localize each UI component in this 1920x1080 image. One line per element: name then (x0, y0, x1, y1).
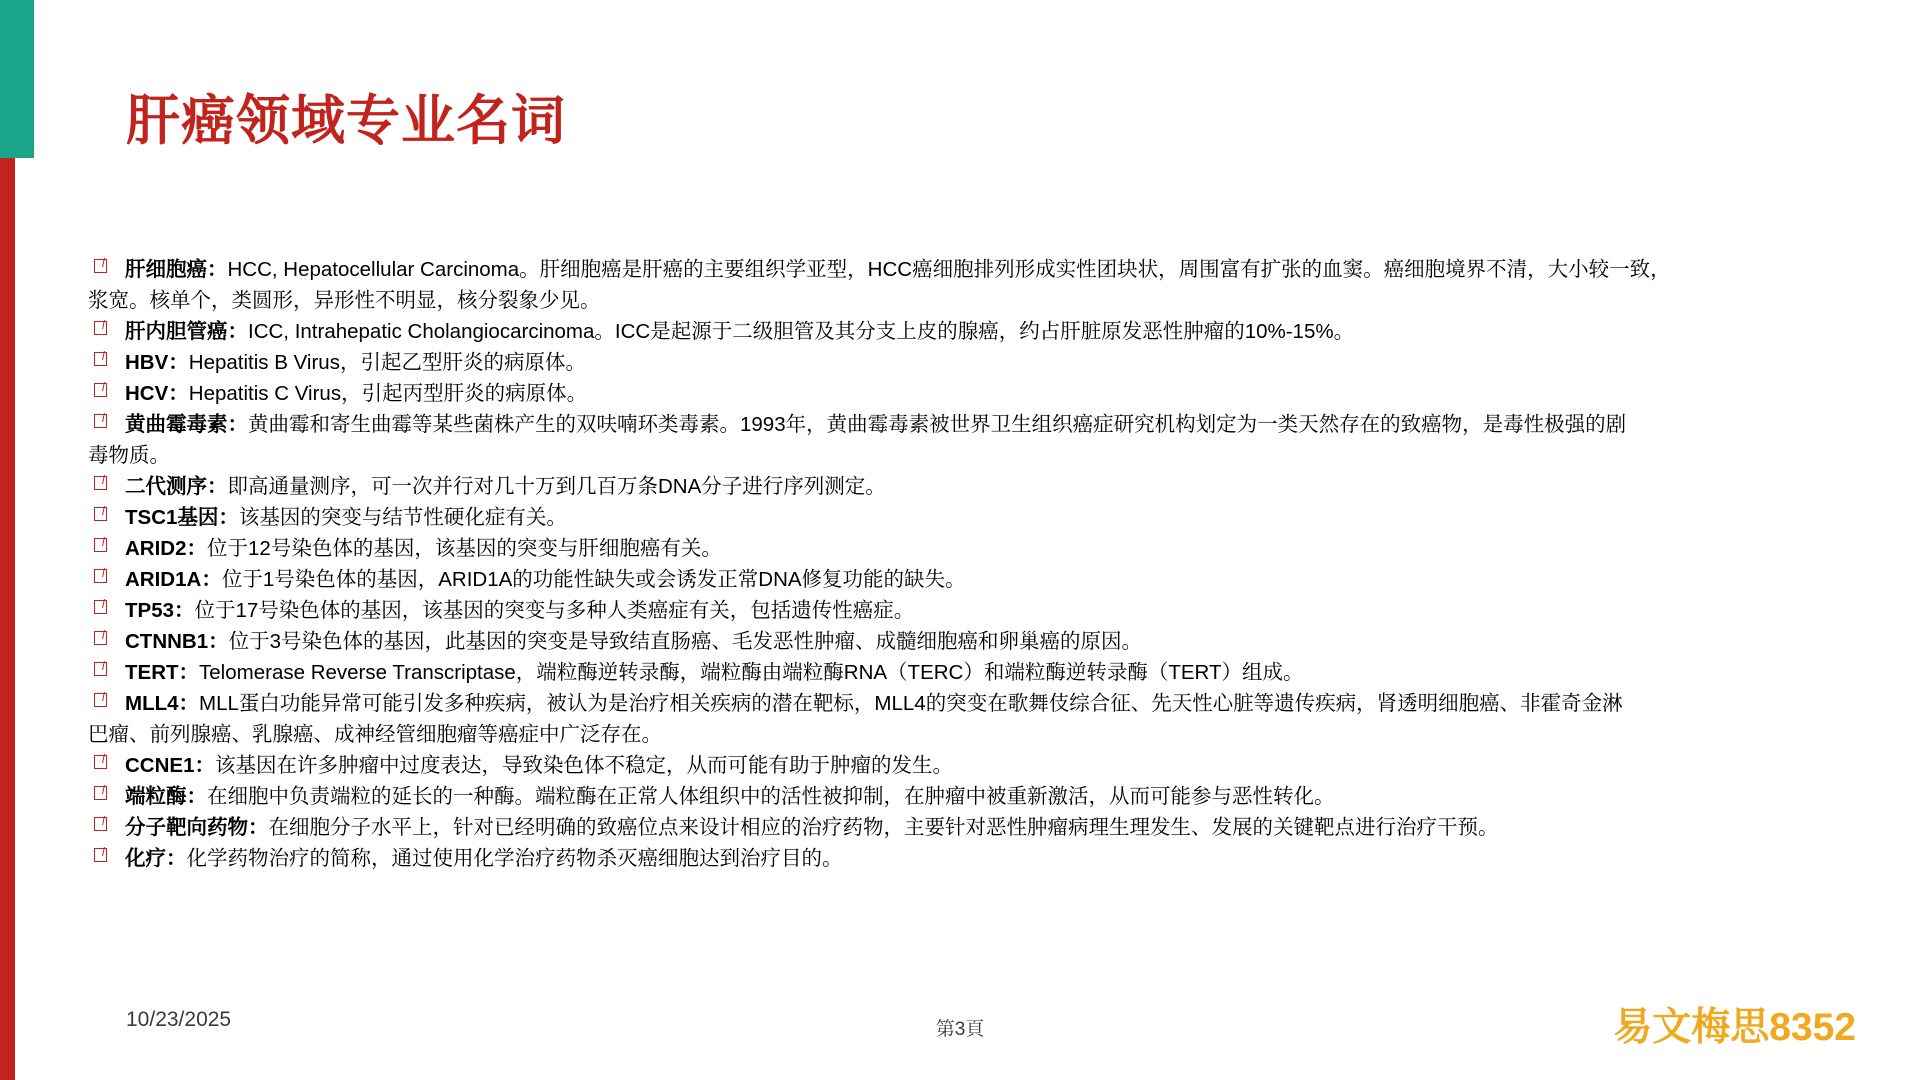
checkbox-bullet-icon (94, 693, 107, 707)
glossary-definition-continuation: 毒物质。 (88, 444, 170, 467)
checkbox-bullet-icon (94, 383, 107, 397)
list-item (88, 255, 1898, 285)
glossary-term: ARID1A： (125, 568, 222, 591)
checkbox-bullet-icon (94, 631, 107, 645)
checkbox-bullet-icon (94, 569, 107, 583)
glossary-term: 二代测序： (125, 475, 228, 498)
glossary-term: TP53： (125, 599, 195, 622)
glossary-definition: Hepatitis C Virus，引起丙型肝炎的病原体。 (188, 382, 588, 405)
checkbox-bullet-icon (94, 414, 107, 428)
list-item (88, 503, 1898, 533)
checkbox-bullet-icon (94, 538, 107, 552)
list-item (88, 627, 1898, 657)
checkbox-bullet-icon (94, 507, 107, 521)
glossary-term: MLL4： (125, 692, 200, 715)
glossary-definition: 在细胞分子水平上，针对已经明确的致癌位点来设计相应的治疗药物，主要针对恶性肿瘤病理生理发生、发展的关键靶点进行治疗干预。 (268, 816, 1499, 839)
list-item (88, 596, 1898, 626)
glossary-list (88, 255, 1898, 875)
checkbox-bullet-icon (94, 476, 107, 490)
glossary-definition: 位于17号染色体的基因，该基因的突变与多种人类癌症有关，包括遗传性癌症。 (194, 599, 915, 622)
glossary-definition: MLL蛋白功能异常可能引发多种疾病，被认为是治疗相关疾病的潜在靶标，MLL4的突变在歌舞伎综合征、先天性心脏等遗传疾病，肾透明细胞癌、非霍奇金淋 (199, 692, 1623, 715)
red-accent-bar (0, 158, 15, 1080)
glossary-definition: Hepatitis B Virus，引起乙型肝炎的病原体。 (188, 351, 586, 374)
glossary-definition: 该基因的突变与结节性硬化症有关。 (238, 506, 567, 529)
glossary-definition: 化学药物治疗的简称，通过使用化学治疗药物杀灭癌细胞达到治疗目的。 (186, 847, 843, 870)
list-item (88, 751, 1898, 781)
glossary-term: HBV： (125, 351, 189, 374)
glossary-definition: 在细胞中负责端粒的延长的一种酶。端粒酶在正常人体组织中的活性被抑制，在肿瘤中被重新激活，从而可能参与恶性转化。 (207, 785, 1335, 808)
list-item (88, 782, 1898, 812)
glossary-definition: 该基因在许多肿瘤中过度表达，导致染色体不稳定，从而可能有助于肿瘤的发生。 (215, 754, 953, 777)
teal-accent-bar (0, 0, 34, 158)
glossary-term: 端粒酶： (125, 785, 207, 808)
glossary-term: CCNE1： (125, 754, 215, 777)
list-item (88, 658, 1898, 688)
list-item (88, 317, 1898, 347)
glossary-definition: HCC, Hepatocellular Carcinoma。肝细胞癌是肝癌的主要组织学亚型，HCC癌细胞排列形成实性团块状，周围富有扩张的血窦。癌细胞境界不清，大小较一致， (227, 258, 1671, 281)
glossary-definition-continuation: 巴瘤、前列腺癌、乳腺癌、成神经管细胞瘤等癌症中广泛存在。 (88, 723, 662, 746)
glossary-term: HCV： (125, 382, 189, 405)
glossary-term: 分子靶向药物： (125, 816, 269, 839)
glossary-term: 黄曲霉毒素： (125, 413, 248, 436)
glossary-definition: Telomerase Reverse Transcriptase，端粒酶逆转录酶，端粒酶由端粒酶RNA（TERC）和端粒酶逆转录酶（TERT）组成。 (199, 661, 1304, 684)
list-item (88, 689, 1898, 719)
watermark-text: 易文梅思8352 (1613, 1006, 1856, 1049)
glossary-definition: 即高通量测序，可一次并行对几十万到几百万条DNA分子进行序列测定。 (227, 475, 886, 498)
glossary-term: TERT： (125, 661, 200, 684)
checkbox-bullet-icon (94, 786, 107, 800)
glossary-term: 肝内胆管癌： (125, 320, 248, 343)
glossary-definition-continuation: 浆宽。核单个，类圆形，异形性不明显，核分裂象少见。 (88, 289, 601, 312)
list-item (88, 348, 1898, 378)
glossary-definition: 位于3号染色体的基因，此基因的突变是导致结直肠癌、毛发恶性肿瘤、成髓细胞癌和卵巢癌的原因。 (228, 630, 1143, 653)
checkbox-bullet-icon (94, 600, 107, 614)
list-item (88, 565, 1898, 595)
glossary-definition: ICC, Intrahepatic Cholangiocarcinoma。ICC是起源于二级胆管及其分支上皮的腺癌，约占肝脏原发恶性肿瘤的10%-15%。 (248, 320, 1355, 343)
list-item (88, 410, 1898, 440)
checkbox-bullet-icon (94, 662, 107, 676)
list-item (88, 844, 1898, 874)
footer-date: 10/23/2025 (126, 1008, 232, 1031)
checkbox-bullet-icon (94, 321, 107, 335)
checkbox-bullet-icon (94, 755, 107, 769)
list-item (88, 534, 1898, 564)
glossary-term: ARID2： (125, 537, 208, 560)
glossary-term: 化疗： (125, 847, 187, 870)
checkbox-bullet-icon (94, 848, 107, 862)
list-item (88, 813, 1898, 843)
glossary-definition: 黄曲霉和寄生曲霉等某些菌株产生的双呋喃环类毒素。1993年，黄曲霉毒素被世界卫生组织癌症研究机构划定为一类天然存在的致癌物，是毒性极强的剧 (248, 413, 1627, 436)
checkbox-bullet-icon (94, 352, 107, 366)
footer-page-number: 第3頁 (935, 1019, 985, 1040)
glossary-term: TSC1基因： (125, 506, 239, 529)
checkbox-bullet-icon (94, 817, 107, 831)
checkbox-bullet-icon (94, 259, 107, 273)
glossary-term: 肝细胞癌： (125, 258, 228, 281)
page-title: 肝癌领域专业名词 (126, 91, 566, 151)
glossary-term: CTNNB1： (125, 630, 229, 653)
list-item (88, 472, 1898, 502)
list-item (88, 379, 1898, 409)
glossary-definition: 位于12号染色体的基因，该基因的突变与肝细胞癌有关。 (207, 537, 722, 560)
glossary-definition: 位于1号染色体的基因，ARID1A的功能性缺失或会诱发正常DNA修复功能的缺失。 (221, 568, 966, 591)
